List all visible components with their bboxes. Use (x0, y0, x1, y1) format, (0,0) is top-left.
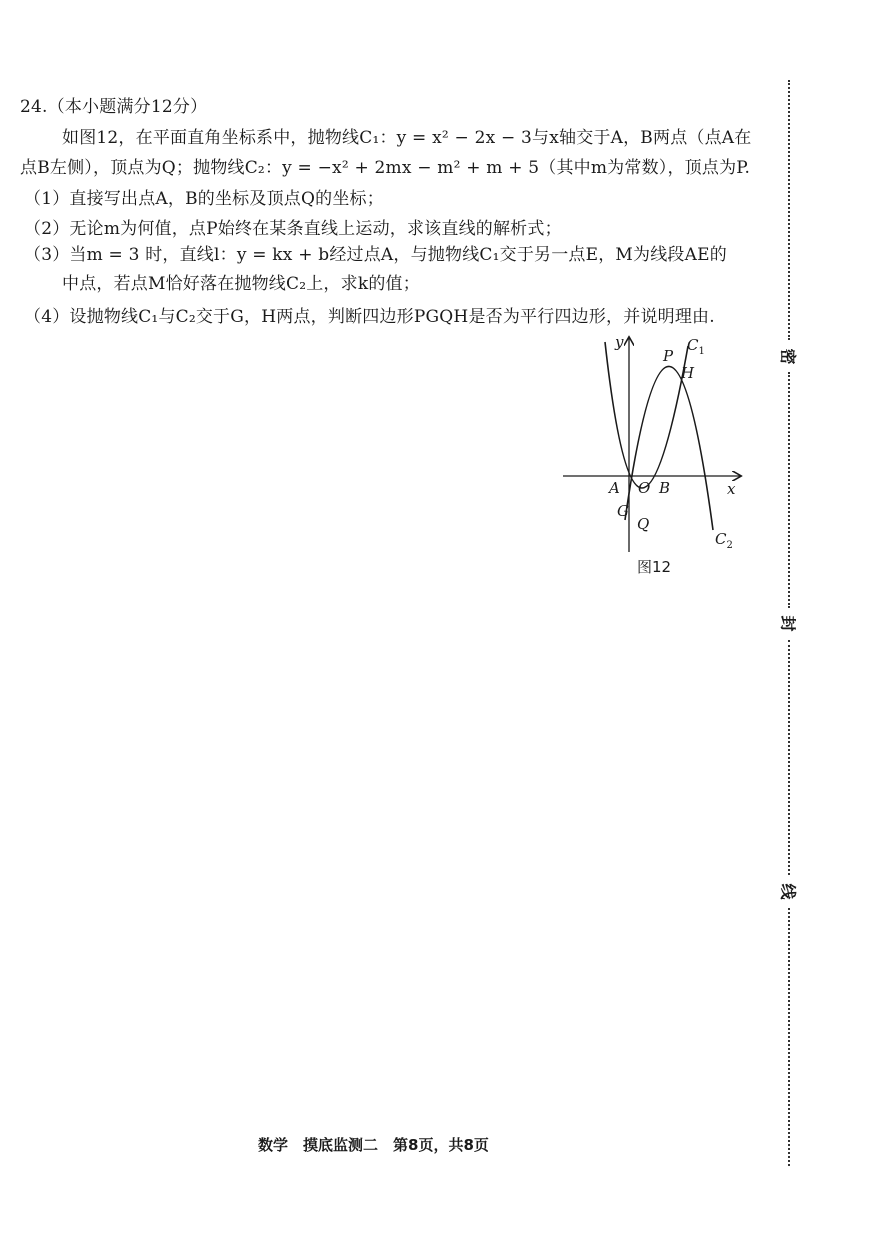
binding-line-segment-1 (788, 80, 790, 340)
question-3-line-1: （3）当m = 3 时，直线l：y = kx + b经过点A，与抛物线C₁交于另一点E，M为线段AE的 (24, 245, 727, 265)
label-p: P (663, 347, 674, 365)
label-o: O (638, 479, 651, 497)
label-x: x (727, 480, 736, 498)
label-g: G (617, 502, 629, 520)
label-h: H (681, 364, 695, 382)
question-3-line-2: 中点，若点M恰好落在抛物线C₂上，求k的值； (62, 274, 420, 294)
label-c2 (715, 530, 733, 551)
label-y: y (615, 333, 624, 351)
parabola-c2 (625, 366, 713, 530)
problem-intro-line-2: 点B左侧），顶点为Q；抛物线C₂：y = −x² + 2mx − m² + m + 5（其中m为常数），顶点为P. (20, 158, 751, 178)
binding-line-segment-3 (788, 640, 790, 875)
question-4: （4）设抛物线C₁与C₂交于G，H两点，判断四边形PGQH是否为平行四边形，并说明理由. (24, 307, 715, 327)
binding-line-segment-2 (788, 372, 790, 608)
label-c1 (687, 336, 705, 357)
label-q: Q (637, 515, 650, 533)
binding-char-feng: 封 (778, 615, 798, 632)
problem-intro-line-1: 如图12，在平面直角坐标系中，抛物线C₁：y = x² − 2x − 3与x轴交于A，B两点（点A在 (62, 128, 752, 148)
label-c1-sub: 1 (698, 346, 705, 357)
label-a: A (609, 479, 620, 497)
label-c2-main: C (715, 530, 727, 548)
parabola-figure (555, 330, 755, 555)
question-1: （1）直接写出点A，B的坐标及顶点Q的坐标； (24, 189, 384, 209)
binding-line-segment-4 (788, 908, 790, 1166)
page-footer: 数学 摸底监测二 第8页，共8页 (258, 1136, 489, 1154)
label-c2-sub: 2 (726, 540, 733, 551)
binding-char-mi: 密 (778, 348, 798, 365)
parabola-c1 (605, 342, 688, 488)
label-b: B (659, 479, 671, 497)
question-2: （2）无论m为何值，点P始终在某条直线上运动，求该直线的解析式； (24, 219, 562, 239)
problem-title: 24.（本小题满分12分） (20, 97, 208, 117)
binding-char-xian: 线 (778, 883, 798, 900)
figure-caption: 图12 (637, 558, 672, 576)
label-c1-main: C (687, 336, 699, 354)
